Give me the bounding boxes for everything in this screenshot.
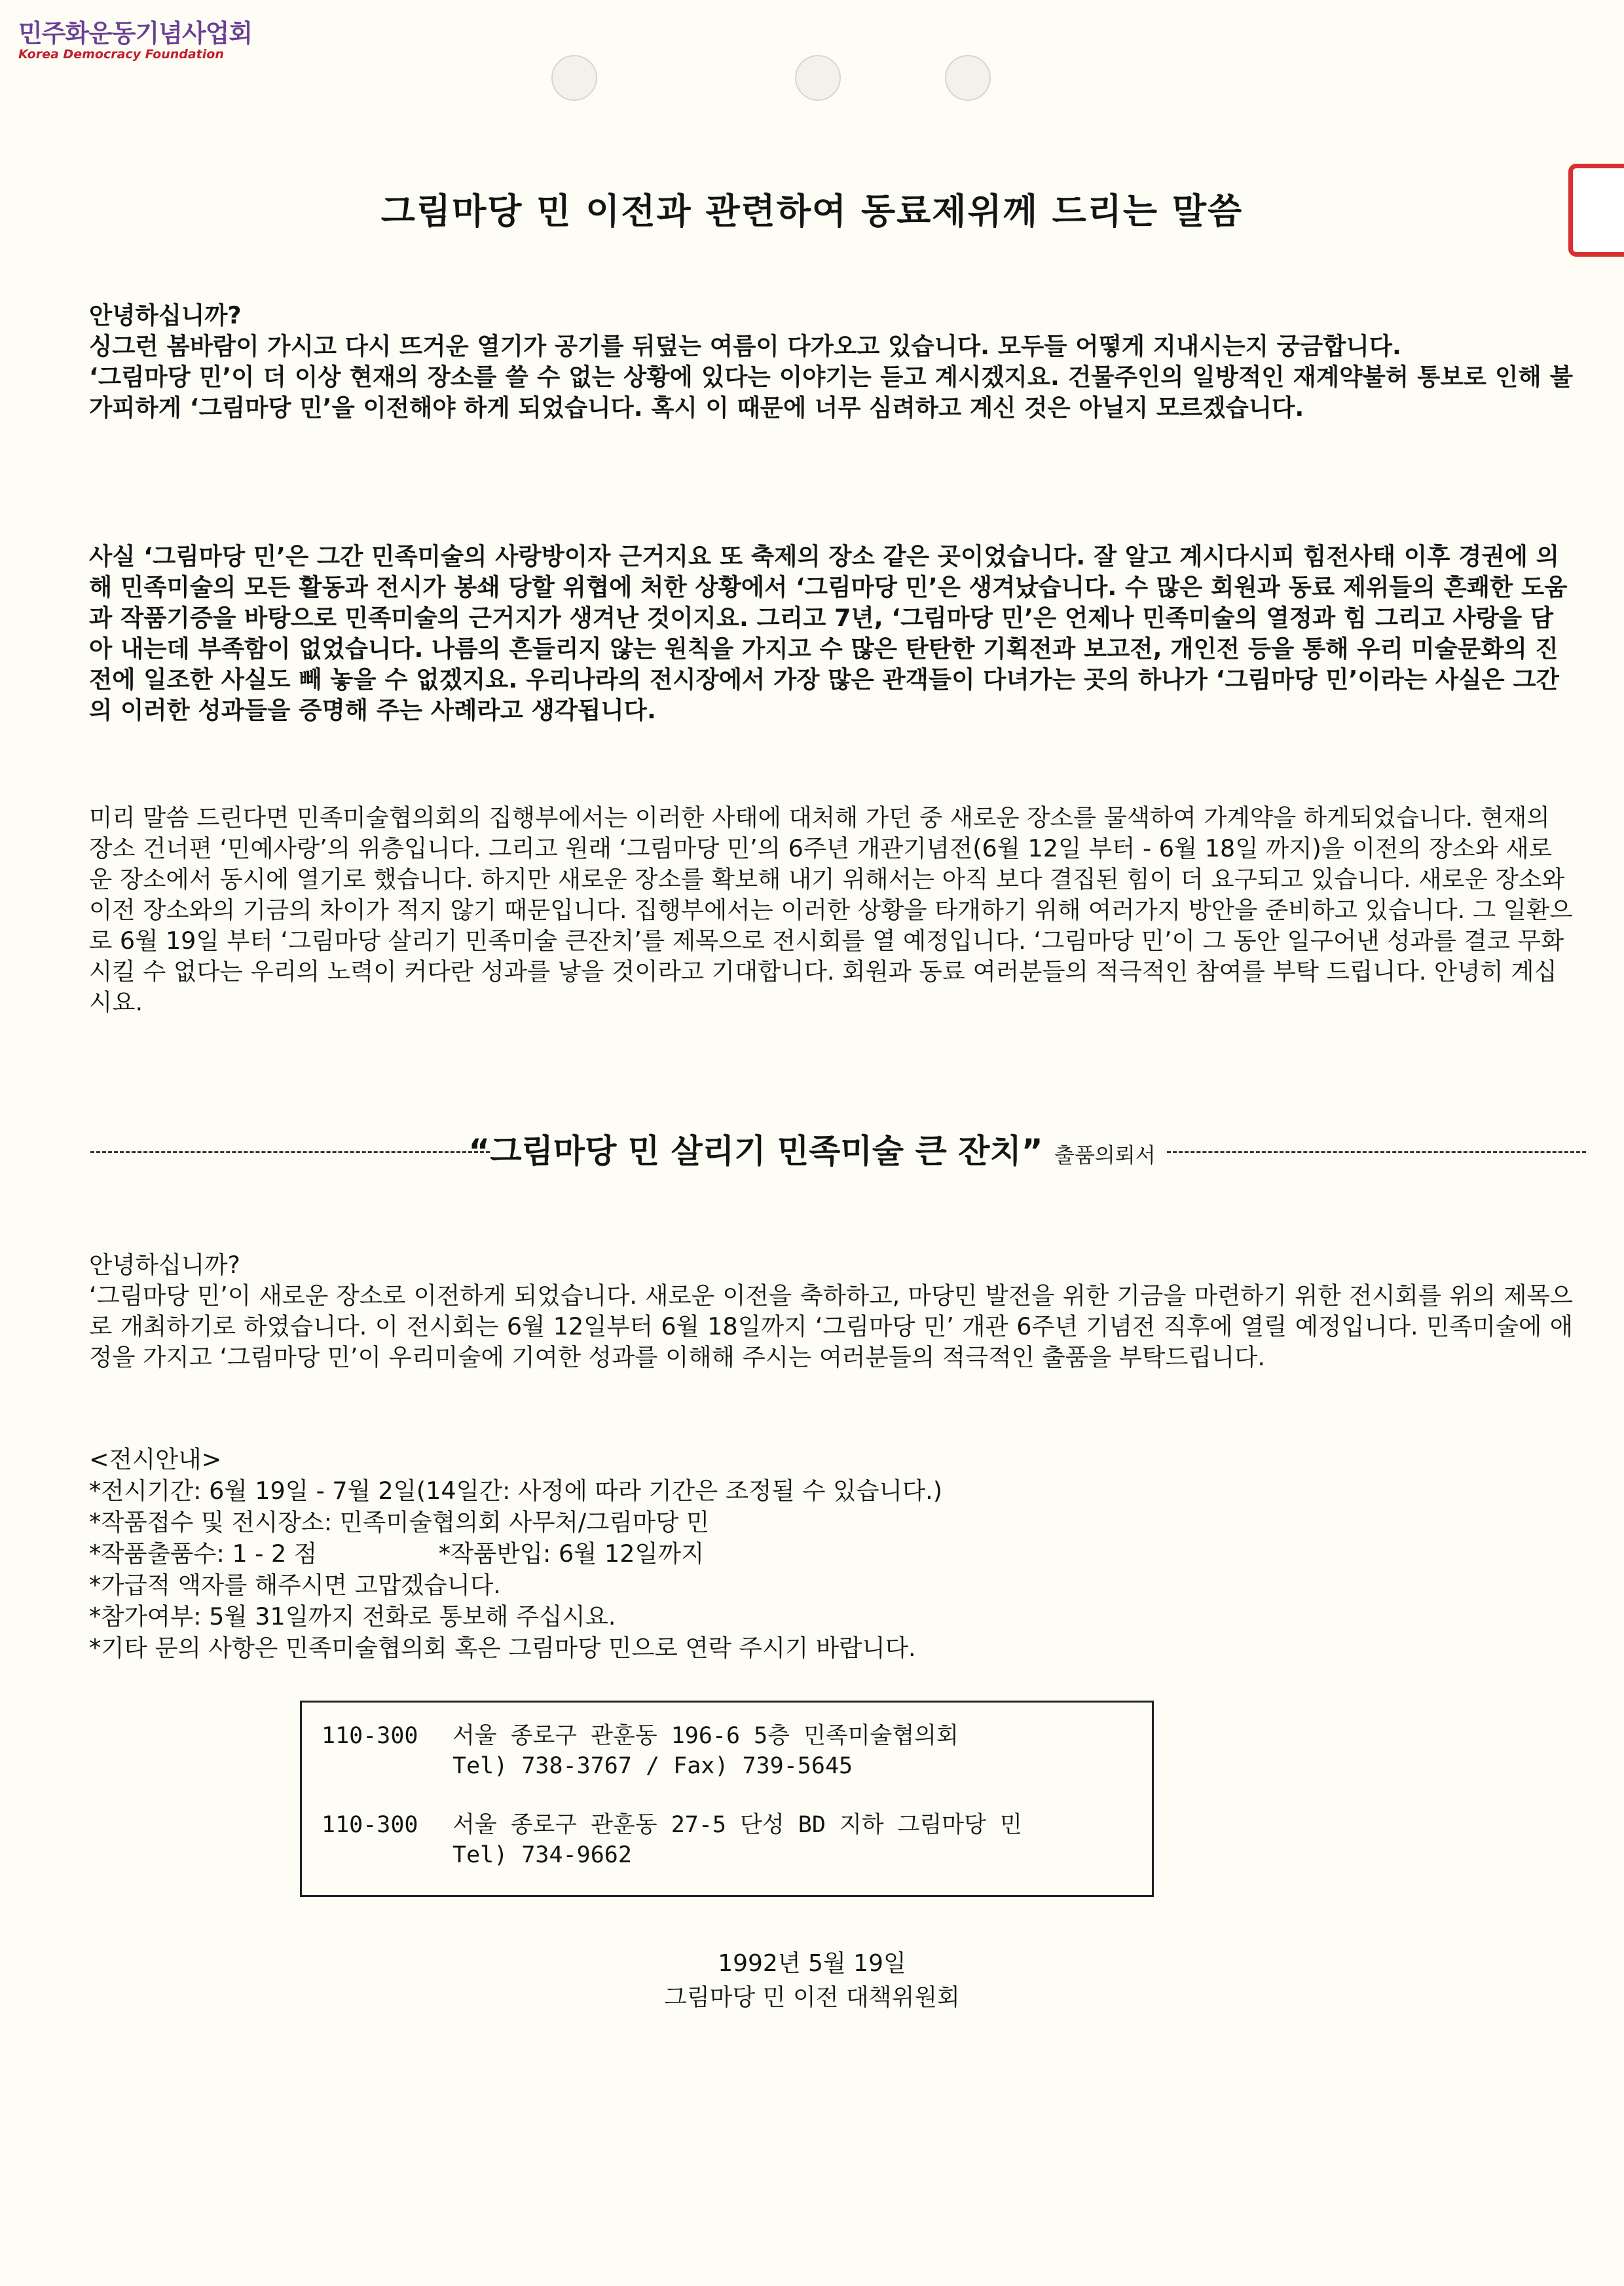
letter-paragraph: 싱그런 봄바람이 가시고 다시 뜨거운 열기가 공기를 뒤덮는 여름이 다가오고 있습니다. 모두들 어떻게 지내시는지 궁금합니다. bbox=[89, 332, 1401, 360]
contact-phone-row bbox=[322, 1751, 1132, 1781]
letter-paragraph: 미리 말씀 드린다면 민족미술협의회의 집행부에서는 이러한 사태에 대처해 가던 중 새로운 장소를 물색하여 가계약을 하게되었습니다. 현재의 장소 건너편 ‘민예사랑’의 위층입니다. 그리고 원래 ‘그림마당 민’의 6주년 개관기념전(6월 12일 부터 - 6월 18일 까지)을 이전의 장소와 새로운 장소에서 동시에 열기로 했습니다. 하지만 새로운 장소를 확보해 내기 위해서는 아직 보다 결집된 힘이 더 요구되고 있습니다. 새로운 장소와 이전 장소와의 기금의 차이가 적지 않기 때문입니다. 집행부에서는 이러한 상황을 타개하기 위해 여러가지 방안을 준비하고 있습니다. 그 일환으로 6월 19일 부터 ‘그림마당 살리기 민족미술 큰잔치’를 제목으로 전시회를 열 예정입니다. ‘그림마당 민’이 그 동안 일구어낸 성과를 결코 무화시킬 수 없다는 우리의 노력이 커다란 성과를 낳을 것이라고 기대합니다. 회원과 동료 여러분들의 적극적인 참여를 부탁 드립니다. 안녕히 계십시요. bbox=[89, 803, 1573, 1016]
contact-address: 서울 종로구 관훈동 196-6 5층 민족미술협의회 bbox=[452, 1723, 959, 1749]
exhibition-notice bbox=[89, 1444, 942, 1664]
foundation-logo-english: Korea Democracy Foundation bbox=[18, 47, 224, 62]
binder-hole bbox=[551, 55, 597, 101]
exhibition-subtitle: 출품의뢰서 bbox=[1054, 1143, 1156, 1168]
signature-block bbox=[0, 1947, 1624, 2015]
exhibition-title bbox=[0, 1125, 1624, 1172]
contact-phone: Tel) 734-9662 bbox=[452, 1842, 632, 1868]
notice-item: *작품출품수: 1 - 2 점 *작품반입: 6월 12일까지 bbox=[89, 1539, 705, 1568]
contact-address-row bbox=[322, 1721, 1132, 1751]
document-title: 그림마당 민 이전과 관련하여 동료제위께 드리는 말씀 bbox=[380, 191, 1244, 232]
letter-paragraph: ‘그림마당 민’이 더 이상 현재의 장소를 쓸 수 없는 상황에 있다는 이야기는 듣고 계시겠지요. 건물주인의 일방적인 재계약불허 통보로 인해 불가피하게 ‘그림마당 민’을 이전해야 하게 되었습니다. 혹시 이 때문에 너무 심려하고 계신 것은 아닐지 모르겠습니다. bbox=[89, 363, 1573, 422]
contact-zip: 110-300 bbox=[322, 1812, 418, 1838]
request-paragraph: ‘그림마당 민’이 새로운 장소로 이전하게 되었습니다. 새로운 이전을 축하하고, 마당민 발전을 위한 기금을 마련하기 위한 전시회를 위의 제목으로 개최하기로 하였습니다. 이 전시회는 6월 12일부터 6월 18일까지 ‘그림마당 민’ 개관 6주년 기념전 직후에 열릴 예정입니다. 민족미술에 애정을 가지고 ‘그림마당 민’이 우리미술에 기여한 성과를 이해해 주시는 여러분들의 적극적인 출품을 부탁드립니다. bbox=[89, 1281, 1573, 1371]
notice-header: <전시안내> bbox=[89, 1445, 222, 1473]
contact-address: 서울 종로구 관훈동 27-5 단성 BD 지하 그림마당 민 bbox=[452, 1812, 1022, 1838]
request-body bbox=[89, 1249, 1573, 1373]
contact-phone: Tel) 738-3767 / Fax) 739-5645 bbox=[452, 1753, 853, 1779]
letter-greeting: 안녕하십니까? bbox=[89, 301, 242, 329]
notice-item: *작품접수 및 전시장소: 민족미술협의회 사무처/그림마당 민 bbox=[89, 1508, 710, 1536]
contact-phone-row bbox=[322, 1840, 1132, 1870]
notice-item: *전시기간: 6월 19일 - 7월 2일(14일간: 사정에 따라 기간은 조정될 수 있습니다.) bbox=[89, 1477, 943, 1505]
notice-item: *기타 문의 사항은 민족미술협의회 혹은 그림마당 민으로 연락 주시기 바랍니다. bbox=[89, 1634, 916, 1662]
letter-body bbox=[89, 300, 1573, 423]
letter-paragraph: 사실 ‘그림마당 민’은 그간 민족미술의 사랑방이자 근거지요 또 축제의 장소 같은 곳이었습니다. 잘 알고 계시다시피 힘전사태 이후 경권에 의해 민족미술의 모든 활동과 전시가 봉쇄 당할 위협에 처한 상황에서 ‘그림마당 민’은 생겨났습니다. 수 많은 회원과 동료 제위들의 흔쾌한 도움과 작품기증을 바탕으로 민족미술의 근거지가 생겨난 것이지요. 그리고 7년, ‘그림마당 민’은 언제나 민족미술의 열정과 힘 그리고 사랑을 담아 내는데 부족함이 없었습니다. 나름의 흔들리지 않는 원칙을 가지고 수 많은 탄탄한 기획전과 보고전, 개인전 등을 통해 우리 미술문화의 진전에 일조한 사실도 빼 놓을 수 없겠지요. 우리나라의 전시장에서 가장 많은 관객들이 다녀가는 곳의 하나가 ‘그림마당 민’이라는 사실은 그간의 이러한 성과들을 증명해 주는 사례라고 생각됩니다. bbox=[89, 542, 1568, 724]
request-greeting: 안녕하십니까? bbox=[89, 1251, 240, 1279]
document-date: 1992년 5월 19일 bbox=[718, 1950, 906, 1977]
foundation-logo-korean: 민주화운동기념사업회 bbox=[18, 19, 253, 48]
contact-box bbox=[300, 1701, 1154, 1897]
binder-hole bbox=[945, 55, 991, 101]
notice-item: *참가여부: 5월 31일까지 전화로 통보해 주십시요. bbox=[89, 1602, 616, 1631]
notice-item: *가급적 액자를 해주시면 고맙겠습니다. bbox=[89, 1571, 501, 1599]
binder-hole bbox=[795, 55, 841, 101]
issuing-committee: 그림마당 민 이전 대책위원회 bbox=[664, 1984, 960, 2011]
exhibition-title-text: “그림마당 민 살리기 민족미술 큰 잔치” bbox=[468, 1132, 1043, 1170]
contact-address-row bbox=[322, 1810, 1132, 1840]
contact-zip: 110-300 bbox=[322, 1723, 418, 1749]
